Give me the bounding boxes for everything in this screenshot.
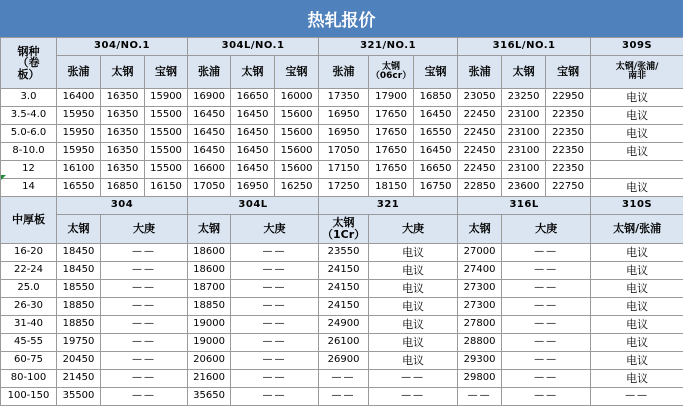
mill-header: 太钢 bbox=[231, 56, 275, 89]
spec-cell: 16-20 bbox=[1, 244, 57, 262]
spec-cell: 80-100 bbox=[1, 370, 57, 388]
price-cell: 电议 bbox=[591, 262, 683, 280]
price-cell: 15900 bbox=[145, 89, 188, 107]
spec-cell: 22-24 bbox=[1, 262, 57, 280]
mill-header: 张浦 bbox=[319, 56, 369, 89]
price-cell: 15600 bbox=[275, 161, 319, 179]
price-cell: 电议 bbox=[591, 334, 683, 352]
hot-rolled-row bbox=[1, 143, 683, 161]
mill-header: 太钢/张浦 bbox=[591, 215, 683, 244]
spec-cell: 14 bbox=[1, 179, 57, 197]
spec-cell: 3.0 bbox=[1, 89, 57, 107]
price-cell: 22450 bbox=[458, 107, 502, 125]
price-cell: 16450 bbox=[231, 125, 275, 143]
price-cell: 20600 bbox=[188, 352, 231, 370]
price-cell: 24150 bbox=[319, 262, 369, 280]
price-cell: —— bbox=[101, 388, 188, 406]
spec-cell: 8-10.0 bbox=[1, 143, 57, 161]
plate-mill-header bbox=[1, 215, 683, 244]
price-cell: 20450 bbox=[57, 352, 101, 370]
price-cell: —— bbox=[101, 316, 188, 334]
mill-header: 张浦 bbox=[458, 56, 502, 89]
price-cell: —— bbox=[502, 298, 591, 316]
mill-header: 大庚 bbox=[369, 215, 458, 244]
mill-header: 大庚 bbox=[101, 215, 188, 244]
price-cell: —— bbox=[101, 298, 188, 316]
price-cell: —— bbox=[369, 370, 458, 388]
mill-header: 太钢 bbox=[458, 215, 502, 244]
price-cell: 16850 bbox=[101, 179, 145, 197]
price-cell: 18150 bbox=[369, 179, 414, 197]
price-cell: 电议 bbox=[591, 107, 683, 125]
price-cell: —— bbox=[502, 262, 591, 280]
mill-header: 张浦 bbox=[188, 56, 231, 89]
price-cell: —— bbox=[502, 244, 591, 262]
price-cell: 16350 bbox=[101, 125, 145, 143]
price-cell: —— bbox=[502, 316, 591, 334]
price-cell: 16950 bbox=[231, 179, 275, 197]
price-cell: —— bbox=[231, 334, 319, 352]
price-cell: 27800 bbox=[458, 316, 502, 334]
price-cell: 18700 bbox=[188, 280, 231, 298]
spec-cell: 31-40 bbox=[1, 316, 57, 334]
price-cell: 22350 bbox=[546, 143, 591, 161]
price-cell: —— bbox=[502, 280, 591, 298]
price-cell: 18850 bbox=[188, 298, 231, 316]
plate-row bbox=[1, 370, 683, 388]
mill-header: 太钢 bbox=[502, 56, 546, 89]
hot-rolled-row bbox=[1, 89, 683, 107]
price-cell: 18850 bbox=[57, 316, 101, 334]
price-cell: 24150 bbox=[319, 280, 369, 298]
price-cell: 22350 bbox=[546, 125, 591, 143]
price-cell: —— bbox=[231, 280, 319, 298]
grade-header: 304/NO.1 bbox=[57, 38, 188, 56]
price-table bbox=[0, 37, 683, 406]
price-cell: 17650 bbox=[369, 143, 414, 161]
price-cell: 16450 bbox=[231, 107, 275, 125]
price-cell: 电议 bbox=[591, 370, 683, 388]
price-cell: 22450 bbox=[458, 143, 502, 161]
mill-header: 张浦 bbox=[57, 56, 101, 89]
price-cell: 电议 bbox=[591, 125, 683, 143]
price-cell: —— bbox=[502, 334, 591, 352]
price-cell: 21450 bbox=[57, 370, 101, 388]
price-cell: —— bbox=[458, 388, 502, 406]
price-cell: 17250 bbox=[319, 179, 369, 197]
price-cell: 16150 bbox=[145, 179, 188, 197]
price-cell: 电议 bbox=[591, 244, 683, 262]
price-cell: 16350 bbox=[101, 161, 145, 179]
mill-header: 太钢 bbox=[188, 215, 231, 244]
price-cell: 22450 bbox=[458, 125, 502, 143]
price-cell: 电议 bbox=[591, 280, 683, 298]
price-cell: 23100 bbox=[502, 125, 546, 143]
price-cell: —— bbox=[502, 388, 591, 406]
grade-header: 304L/NO.1 bbox=[188, 38, 319, 56]
hot-rolled-row bbox=[1, 179, 683, 197]
plate-row bbox=[1, 244, 683, 262]
price-cell: —— bbox=[231, 244, 319, 262]
price-cell: 27300 bbox=[458, 298, 502, 316]
price-cell: 18600 bbox=[188, 262, 231, 280]
plate-side-label: 中厚板 bbox=[1, 197, 57, 244]
price-cell: —— bbox=[231, 262, 319, 280]
price-cell: 22350 bbox=[546, 107, 591, 125]
plate-row bbox=[1, 298, 683, 316]
price-cell: 电议 bbox=[591, 143, 683, 161]
spec-cell: 3.5-4.0 bbox=[1, 107, 57, 125]
plate-row bbox=[1, 280, 683, 298]
spec-cell: 60-75 bbox=[1, 352, 57, 370]
plate-grade-header bbox=[1, 197, 683, 215]
price-cell: —— bbox=[231, 370, 319, 388]
grade-header: 310S bbox=[591, 197, 683, 215]
hot-rolled-row bbox=[1, 125, 683, 143]
mill-header: 太钢/张浦/ 南非 bbox=[591, 56, 683, 89]
price-cell: 24900 bbox=[319, 316, 369, 334]
grade-header: 321/NO.1 bbox=[319, 38, 458, 56]
price-cell: 19000 bbox=[188, 334, 231, 352]
price-cell: 26900 bbox=[319, 352, 369, 370]
price-cell: 22950 bbox=[546, 89, 591, 107]
mill-header: 太钢 （1Cr） bbox=[319, 215, 369, 244]
price-cell: 16850 bbox=[414, 89, 458, 107]
price-cell: —— bbox=[101, 262, 188, 280]
spec-cell: 25.0 bbox=[1, 280, 57, 298]
price-cell: 18550 bbox=[57, 280, 101, 298]
price-cell: 16750 bbox=[414, 179, 458, 197]
price-cell: —— bbox=[101, 244, 188, 262]
price-cell: 19000 bbox=[188, 316, 231, 334]
price-cell: 16550 bbox=[414, 125, 458, 143]
price-cell: 29800 bbox=[458, 370, 502, 388]
price-cell: 19750 bbox=[57, 334, 101, 352]
price-cell: 17150 bbox=[319, 161, 369, 179]
comment-marker bbox=[1, 175, 6, 180]
price-cell: 24150 bbox=[319, 298, 369, 316]
price-cell: 16450 bbox=[188, 143, 231, 161]
price-cell: —— bbox=[502, 352, 591, 370]
price-cell bbox=[591, 161, 683, 179]
spec-cell: 100-150 bbox=[1, 388, 57, 406]
hot-rolled-side-label: 钢种 （卷 板） bbox=[1, 38, 57, 89]
price-cell: 16450 bbox=[414, 107, 458, 125]
price-cell: 电议 bbox=[369, 262, 458, 280]
price-cell: 22450 bbox=[458, 161, 502, 179]
price-cell: 15600 bbox=[275, 107, 319, 125]
grade-header: 304 bbox=[57, 197, 188, 215]
mill-header: 宝钢 bbox=[275, 56, 319, 89]
price-cell: 27400 bbox=[458, 262, 502, 280]
price-cell: 22750 bbox=[546, 179, 591, 197]
mill-header: 太钢 （06cr） bbox=[369, 56, 414, 89]
price-cell: 22850 bbox=[458, 179, 502, 197]
price-cell: 15600 bbox=[275, 125, 319, 143]
price-cell: —— bbox=[591, 388, 683, 406]
price-cell: 电议 bbox=[369, 334, 458, 352]
price-cell: 16550 bbox=[57, 179, 101, 197]
price-cell: 电议 bbox=[591, 316, 683, 334]
plate-row bbox=[1, 262, 683, 280]
price-cell: 16350 bbox=[101, 143, 145, 161]
price-cell: 17650 bbox=[369, 161, 414, 179]
price-cell: 电议 bbox=[591, 89, 683, 107]
grade-header: 316L bbox=[458, 197, 591, 215]
price-cell: 16000 bbox=[275, 89, 319, 107]
plate-row bbox=[1, 352, 683, 370]
price-cell: 电议 bbox=[369, 280, 458, 298]
price-cell: 26100 bbox=[319, 334, 369, 352]
price-cell: 23050 bbox=[458, 89, 502, 107]
price-cell: 15500 bbox=[145, 161, 188, 179]
price-cell: 电议 bbox=[369, 316, 458, 334]
mill-header: 大庚 bbox=[231, 215, 319, 244]
price-cell: 电议 bbox=[369, 244, 458, 262]
mill-header: 宝钢 bbox=[145, 56, 188, 89]
mill-header: 宝钢 bbox=[414, 56, 458, 89]
price-cell: 16650 bbox=[414, 161, 458, 179]
grade-header: 321 bbox=[319, 197, 458, 215]
price-cell: —— bbox=[231, 388, 319, 406]
price-cell: 18600 bbox=[188, 244, 231, 262]
price-cell: 16450 bbox=[188, 125, 231, 143]
price-cell: 电议 bbox=[369, 352, 458, 370]
price-cell: —— bbox=[502, 370, 591, 388]
price-cell: —— bbox=[369, 388, 458, 406]
price-cell: —— bbox=[101, 334, 188, 352]
spec-cell: 45-55 bbox=[1, 334, 57, 352]
price-cell: 27300 bbox=[458, 280, 502, 298]
price-cell: 15600 bbox=[275, 143, 319, 161]
price-cell: 35650 bbox=[188, 388, 231, 406]
price-cell: 17900 bbox=[369, 89, 414, 107]
plate-row bbox=[1, 388, 683, 406]
price-cell: 23250 bbox=[502, 89, 546, 107]
price-cell: 16350 bbox=[101, 89, 145, 107]
price-cell: 23100 bbox=[502, 107, 546, 125]
mill-header: 太钢 bbox=[57, 215, 101, 244]
plate-row bbox=[1, 334, 683, 352]
grade-header: 304L bbox=[188, 197, 319, 215]
price-cell: 16250 bbox=[275, 179, 319, 197]
price-cell: 15950 bbox=[57, 125, 101, 143]
price-cell: —— bbox=[231, 352, 319, 370]
price-cell: 16350 bbox=[101, 107, 145, 125]
price-cell: 16950 bbox=[319, 125, 369, 143]
price-cell: 电议 bbox=[591, 298, 683, 316]
plate-row bbox=[1, 316, 683, 334]
price-cell: —— bbox=[231, 298, 319, 316]
price-cell: 电议 bbox=[369, 298, 458, 316]
price-cell: —— bbox=[101, 352, 188, 370]
price-cell: 23100 bbox=[502, 143, 546, 161]
price-cell: 22350 bbox=[546, 161, 591, 179]
hot-rolled-grade-header bbox=[1, 38, 683, 56]
spec-cell: 26-30 bbox=[1, 298, 57, 316]
price-cell: 15500 bbox=[145, 143, 188, 161]
price-cell: 15500 bbox=[145, 125, 188, 143]
price-cell: 23550 bbox=[319, 244, 369, 262]
price-cell: 23600 bbox=[502, 179, 546, 197]
price-cell: —— bbox=[231, 316, 319, 334]
price-cell: 21600 bbox=[188, 370, 231, 388]
price-cell: 16450 bbox=[231, 161, 275, 179]
price-cell: —— bbox=[319, 388, 369, 406]
price-cell: 17050 bbox=[319, 143, 369, 161]
hot-rolled-row bbox=[1, 161, 683, 179]
price-cell: 29300 bbox=[458, 352, 502, 370]
price-cell: 16600 bbox=[188, 161, 231, 179]
price-cell: 27000 bbox=[458, 244, 502, 262]
price-cell: 17350 bbox=[319, 89, 369, 107]
spec-cell: 12 bbox=[1, 161, 57, 179]
price-cell: 18450 bbox=[57, 244, 101, 262]
price-cell: —— bbox=[319, 370, 369, 388]
price-cell: 18450 bbox=[57, 262, 101, 280]
price-cell: 16450 bbox=[188, 107, 231, 125]
price-cell: 35500 bbox=[57, 388, 101, 406]
hot-rolled-mill-header bbox=[1, 56, 683, 89]
grade-header: 309S bbox=[591, 38, 683, 56]
price-cell: 17650 bbox=[369, 125, 414, 143]
price-cell: 15950 bbox=[57, 143, 101, 161]
price-cell: 23100 bbox=[502, 161, 546, 179]
price-cell: —— bbox=[101, 370, 188, 388]
price-cell: 17050 bbox=[188, 179, 231, 197]
mill-header: 大庚 bbox=[502, 215, 591, 244]
price-cell: 28800 bbox=[458, 334, 502, 352]
price-cell: —— bbox=[101, 280, 188, 298]
hot-rolled-row bbox=[1, 107, 683, 125]
price-cell: 16650 bbox=[231, 89, 275, 107]
mill-header: 宝钢 bbox=[546, 56, 591, 89]
price-cell: 16950 bbox=[319, 107, 369, 125]
price-cell: 15950 bbox=[57, 107, 101, 125]
price-cell: 16450 bbox=[231, 143, 275, 161]
price-cell: 16900 bbox=[188, 89, 231, 107]
price-cell: 电议 bbox=[591, 179, 683, 197]
mill-header: 太钢 bbox=[101, 56, 145, 89]
price-cell: 电议 bbox=[591, 352, 683, 370]
grade-header: 316L/NO.1 bbox=[458, 38, 591, 56]
price-cell: 18850 bbox=[57, 298, 101, 316]
price-cell: 16450 bbox=[414, 143, 458, 161]
price-cell: 15500 bbox=[145, 107, 188, 125]
price-cell: 17650 bbox=[369, 107, 414, 125]
spec-cell: 5.0-6.0 bbox=[1, 125, 57, 143]
price-cell: 16400 bbox=[57, 89, 101, 107]
price-cell: 16100 bbox=[57, 161, 101, 179]
sheet-title: 热轧报价 bbox=[0, 0, 683, 37]
